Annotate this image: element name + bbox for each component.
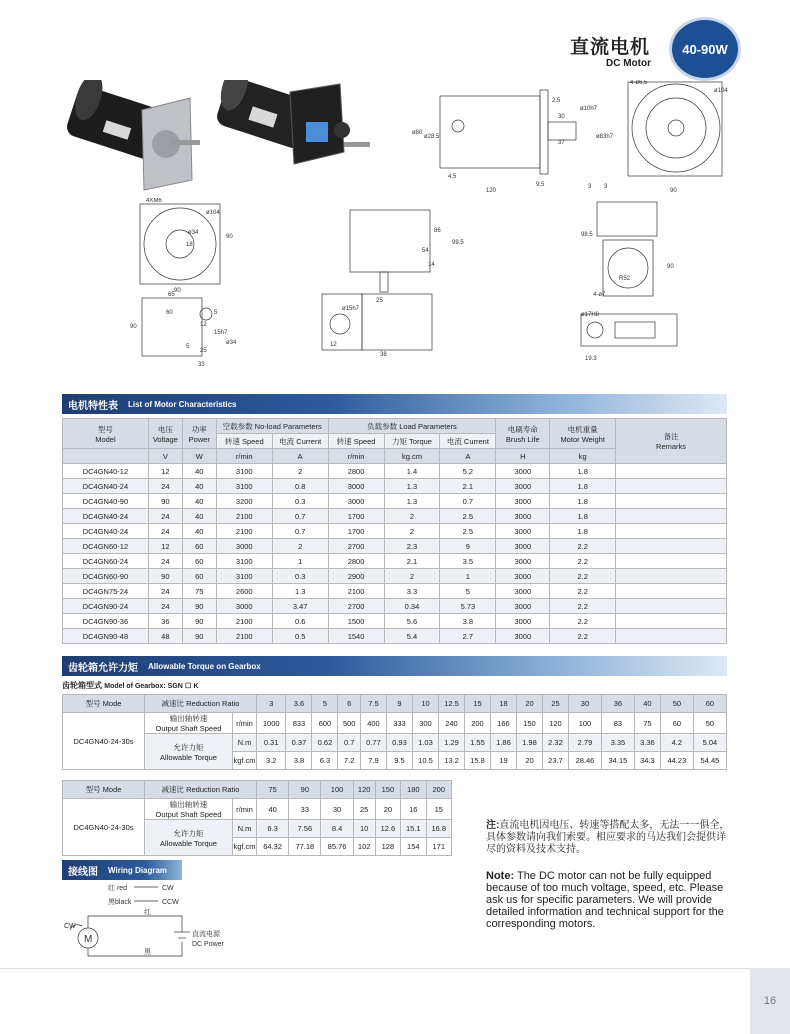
gear-cell: 60 (693, 695, 726, 713)
svg-text:ø10h7: ø10h7 (580, 106, 598, 112)
gear-cell: 40 (257, 799, 289, 820)
svg-text:红: 红 (144, 909, 151, 916)
svg-text:12: 12 (200, 322, 207, 328)
svg-text:CW: CW (162, 885, 174, 892)
gear-cell: 1.29 (438, 734, 464, 752)
gear-cell: 154 (401, 838, 426, 856)
note-cn: 注:直流电机因电压、转速等搭配太多，无法一一俱全，具体参数请向我们索要。相应要求的马达我们会提供详尽的资料及技术支持。 (486, 820, 730, 855)
svg-text:9.5: 9.5 (536, 182, 545, 188)
svg-text:CCW: CCW (162, 899, 179, 906)
svg-text:ø80: ø80 (412, 130, 423, 136)
gear-cell: 10 (353, 820, 375, 838)
gear-cell: 400 (360, 713, 386, 734)
table-row: DC4GN90-48 48 90 2100 0.5 1540 5.4 2.7 3000 2.2 (63, 629, 727, 644)
svg-text:25: 25 (376, 298, 383, 304)
gear-cell: 128 (375, 838, 400, 856)
gear-cell: 150 (516, 713, 542, 734)
table-row: DC4GN75-24 24 75 2600 1.3 2100 3.3 5 3000 2.2 (63, 584, 727, 599)
gear-cell: 30 (568, 695, 601, 713)
gear-cell: 5 (312, 695, 338, 713)
gear-cell: 3.2 (257, 752, 286, 770)
gear-cell: 15.1 (401, 820, 426, 838)
gear-cell: 3.35 (601, 734, 634, 752)
svg-text:90: 90 (670, 188, 677, 194)
svg-text:15h7: 15h7 (214, 330, 228, 336)
gear-cell: 3.6 (286, 695, 312, 713)
gear-cell: 0.31 (257, 734, 286, 752)
gear-cell: 120 (542, 713, 568, 734)
gear-cell: 36 (601, 695, 634, 713)
gear-cell: 500 (338, 713, 361, 734)
gear-cell: 166 (490, 713, 516, 734)
gear-cell: 600 (312, 713, 338, 734)
table-row: DC4GN60-12 12 60 3000 2 2700 2.3 9 3000 2.2 (63, 539, 727, 554)
gear-cell: 20 (516, 752, 542, 770)
gear-cell: 40 (634, 695, 660, 713)
gear-cell: 16.8 (426, 820, 451, 838)
svg-text:R52: R52 (619, 276, 631, 282)
gear-cell: 15.8 (464, 752, 490, 770)
svg-text:黑black: 黑black (108, 899, 132, 906)
gear-cell: 200 (464, 713, 490, 734)
gear-cell: 100 (568, 713, 601, 734)
gear-cell: 25 (353, 799, 375, 820)
motor-photo-1 (64, 80, 200, 190)
svg-text:ø104: ø104 (714, 88, 728, 94)
svg-text:5: 5 (186, 344, 190, 350)
gear-cell: 150 (375, 781, 400, 799)
gear-cell: 102 (353, 838, 375, 856)
svg-text:33: 33 (198, 362, 205, 368)
svg-text:90: 90 (174, 288, 181, 294)
gear-cell: 9 (386, 695, 412, 713)
svg-text:3: 3 (588, 184, 592, 190)
table-row: DC4GN40-24 24 40 2100 0.7 1700 2 2.5 3000 1.8 (63, 509, 727, 524)
table-row: DC4GN40-24 24 40 2100 0.7 1700 2 2.5 3000 1.8 (63, 524, 727, 539)
gear-cell: 19 (490, 752, 516, 770)
gear-cell: 9.5 (386, 752, 412, 770)
gear-cell: 2.79 (568, 734, 601, 752)
svg-text:60: 60 (166, 310, 173, 316)
svg-text:红 red: 红 red (108, 885, 128, 892)
svg-text:4.5: 4.5 (448, 174, 457, 180)
svg-text:18: 18 (186, 242, 193, 248)
gear-cell: 50 (693, 713, 726, 734)
svg-text:14: 14 (428, 262, 435, 268)
motor-photo-2 (214, 80, 370, 164)
gear-cell: 23.7 (542, 752, 568, 770)
svg-text:ø15h7: ø15h7 (342, 306, 360, 312)
gear-cell: 13.2 (438, 752, 464, 770)
svg-text:37: 37 (558, 140, 565, 146)
table-row: DC4GN40-90 90 40 3200 0.3 3000 1.3 0.7 3000 1.8 (63, 494, 727, 509)
gear-cell: 83 (601, 713, 634, 734)
gear-cell: 0.62 (312, 734, 338, 752)
svg-text:38: 38 (380, 352, 387, 358)
svg-text:98.5: 98.5 (581, 232, 593, 238)
wiring-diagram (62, 880, 262, 960)
svg-text:DC Power: DC Power (192, 941, 224, 948)
svg-text:90: 90 (130, 324, 137, 330)
gear-cell: 6 (338, 695, 361, 713)
svg-text:25: 25 (200, 348, 207, 354)
gear-cell: 28.46 (568, 752, 601, 770)
svg-text:12: 12 (330, 342, 337, 348)
table-row: DC4GN90-36 36 90 2100 0.6 1500 5.6 3.8 3000 2.2 (63, 614, 727, 629)
gear-cell: 34.15 (601, 752, 634, 770)
motor-characteristics-table: 型号 Model 电压 Voltage 功率 Power 空载参数 No-load Parameters 负载参数 Load Parameters 电刷寿命 Brush Life 电机重量 Motor Weight 备注 Remarks 转速 Speed 电流 Current 转速 Speed 力矩 Torque 电流 Current V W r/min A r/min kg.cm A H kg DC4GN40-12 12 40 3100 2 2800 1.4 5.2 3000 1.8 DC4GN40-24 24 40 3100 0.8 3000 1.3 2.1 3000 1.8 DC4GN40-90 90 40 3200 0.3 3000 1.3 0.7 3000 1.8 DC4GN40-24 24 40 2100 0.7 1700 2 2.5 3000 1.8 DC4GN40-24 24 40 2100 0.7 1700 2 2.5 3000 1.8 DC4GN60-12 12 60 3000 2 2700 2.3 9 3000 2.2 DC4GN60-24 24 60 3100 1 2800 2.1 3.5 3000 2.2 DC4GN60-90 90 60 3100 0.3 2900 2 1 3000 2.2 DC4GN75-24 24 75 2600 1.3 2100 3.3 5 3000 2.2 DC4GN90-24 24 90 3000 3.47 2700 0.34 5.73 3000 2.2 DC4GN90-36 36 90 2100 0.6 1500 5.6 3.8 3000 2.2 DC4GN90-48 48 90 2100 0.5 1540 5.4 2.7 3000 2.2 (62, 418, 727, 644)
gear-cell: 1.03 (412, 734, 438, 752)
gear-cell: 0.7 (338, 734, 361, 752)
page-title-en: DC Motor (606, 58, 651, 69)
svg-text:M: M (84, 934, 93, 945)
drawing-motor-side-front (400, 80, 740, 200)
gear-cell: 240 (438, 713, 464, 734)
svg-text:CW: CW (64, 923, 76, 930)
gear-cell: 180 (401, 781, 426, 799)
gear-cell: 20 (516, 695, 542, 713)
gear-cell: 333 (386, 713, 412, 734)
gear-cell: 1.55 (464, 734, 490, 752)
gear-cell: 7.56 (289, 820, 321, 838)
svg-text:19.3: 19.3 (585, 356, 597, 362)
gear-cell: 4.2 (660, 734, 693, 752)
svg-text:ø34: ø34 (226, 340, 237, 346)
gear-cell: 2.32 (542, 734, 568, 752)
svg-text:4XM6: 4XM6 (146, 198, 162, 204)
svg-text:ø34: ø34 (188, 230, 199, 236)
gear-cell: 1.98 (516, 734, 542, 752)
gear-cell: 0.77 (360, 734, 386, 752)
svg-text:99.5: 99.5 (452, 240, 464, 246)
gearbox-torque-table-2: 型号 Mode 减速比 Reduction Ratio 75 90 100 120 150 180 200 DC4GN40-24-30s 输出轴转速 Output Shaft Speed r/min 40 33 30 25 20 16 15 允许力矩 Allowable Torque N.m 6.3 7.56 8.4 10 12.6 15.1 16.8 kgf.cm 64.32 77.18 85.76 102 128 154 171 (62, 780, 452, 856)
gear-cell: 44.23 (660, 752, 693, 770)
gear-cell: 16 (401, 799, 426, 820)
gear-cell: 3 (257, 695, 286, 713)
gear-cell: 1.86 (490, 734, 516, 752)
gearbox-model-line: 齿轮箱型式 Model of Gearbox: SGN ☐ K (62, 681, 199, 690)
svg-text:90: 90 (667, 264, 674, 270)
gear-cell: 77.18 (289, 838, 321, 856)
svg-text:ø83h7: ø83h7 (596, 134, 614, 140)
gear-cell: 1000 (257, 713, 286, 734)
gear-cell: 15 (464, 695, 490, 713)
page-number: 16 (750, 968, 790, 1034)
gear-cell: 10 (412, 695, 438, 713)
svg-text:ø28.5: ø28.5 (424, 134, 440, 140)
gear-cell: 12.6 (375, 820, 400, 838)
table-row: DC4GN90-24 24 90 3000 3.47 2700 0.34 5.73 3000 2.2 (63, 599, 727, 614)
gear-cell: 25 (542, 695, 568, 713)
power-range-badge: 40-90W (672, 20, 738, 78)
page-title-cn: 直流电机 (570, 37, 651, 58)
gear-cell: 120 (353, 781, 375, 799)
units-row: V W r/min A r/min kg.cm A H kg (63, 449, 727, 464)
svg-text:2.5: 2.5 (552, 98, 561, 104)
gear-cell: 8.4 (321, 820, 353, 838)
gear-cell: 30 (321, 799, 353, 820)
gear-cell: 7.9 (360, 752, 386, 770)
svg-text:86: 86 (434, 228, 441, 234)
svg-text:ø17H8: ø17H8 (581, 312, 600, 318)
svg-text:直流电源: 直流电源 (192, 931, 220, 938)
svg-text:4-ø6.5: 4-ø6.5 (630, 80, 648, 86)
gear-cell: 60 (660, 713, 693, 734)
gear-cell: 34.3 (634, 752, 660, 770)
gearbox-torque-header: 齿轮箱允许力矩 Allowable Torque on Gearbox (62, 656, 727, 676)
svg-text:120: 120 (486, 188, 497, 194)
gear-cell: 64.32 (257, 838, 289, 856)
svg-text:90: 90 (226, 234, 233, 240)
motor-characteristics-header: 电机特性表 List of Motor Characteristics (62, 394, 727, 414)
svg-text:54: 54 (422, 248, 429, 254)
gear-cell: 7.5 (360, 695, 386, 713)
gear-cell: 833 (286, 713, 312, 734)
gear-cell: 75 (257, 781, 289, 799)
table-row: DC4GN60-24 24 60 3100 1 2800 2.1 3.5 3000 2.2 (63, 554, 727, 569)
gear-cell: 50 (660, 695, 693, 713)
drawing-gearbox (130, 198, 480, 368)
svg-text:黑: 黑 (144, 949, 151, 956)
gear-cell: 0.37 (286, 734, 312, 752)
gear-cell: 20 (375, 799, 400, 820)
svg-text:3: 3 (604, 184, 608, 190)
gear-cell: 33 (289, 799, 321, 820)
gear-cell: 171 (426, 838, 451, 856)
gear-cell: 300 (412, 713, 438, 734)
gear-cell: 0.93 (386, 734, 412, 752)
product-photos (60, 80, 380, 200)
wiring-diagram-header: 接线图 Wiring Diagram (62, 860, 182, 880)
svg-text:4-ø7: 4-ø7 (593, 292, 606, 298)
svg-text:65: 65 (168, 292, 175, 298)
table-row: DC4GN40-24 24 40 3100 0.8 3000 1.3 2.1 3000 1.8 (63, 479, 727, 494)
gear-cell: 100 (321, 781, 353, 799)
svg-text:5: 5 (214, 310, 218, 316)
gear-cell: 3.36 (634, 734, 660, 752)
gear-cell: 6.3 (312, 752, 338, 770)
svg-text:ø104: ø104 (206, 210, 220, 216)
gear-cell: 10.5 (412, 752, 438, 770)
note-en: Note: The DC motor can not be fully equipped because of too much voltage, speed, etc. Please ask us for specific parameters. We will provide detailed information and technical support for the corresponding motors. (486, 870, 724, 930)
gear-cell: 15 (426, 799, 451, 820)
gear-cell: 12.5 (438, 695, 464, 713)
gearbox-torque-table-1: 型号 Mode 减速比 Reduction Ratio 3 3.6 5 6 7.5 9 10 12.5 15 18 20 25 30 36 40 50 60 DC4GN40-24-30s 输出轴转速 Output Shaft Speed r/min 1000 833 600 500 400 333 300 240 200 166 150 120 100 83 75 60 50 允许力矩 Allowable Torque N.m 0.31 0.37 0.62 0.7 0.77 0.93 1.03 1.29 1.55 1.86 1.98 2.32 2.79 3.35 3.36 4.2 5.04 kgf.cm 3.2 3.8 6.3 7.2 7.9 9.5 10.5 13.2 15.8 19 20 23.7 28.46 34.15 34.3 44.23 54.45 (62, 694, 727, 770)
table-row: DC4GN40-12 12 40 3100 2 2800 1.4 5.2 3000 1.8 (63, 464, 727, 479)
gear-cell: 90 (289, 781, 321, 799)
gear-cell: 7.2 (338, 752, 361, 770)
gear-cell: 5.04 (693, 734, 726, 752)
drawing-gearbox-end (575, 198, 685, 368)
gear-cell: 54.45 (693, 752, 726, 770)
gear-cell: 6.3 (257, 820, 289, 838)
gear-cell: 75 (634, 713, 660, 734)
table-row: DC4GN60-90 90 60 3100 0.3 2900 2 1 3000 2.2 (63, 569, 727, 584)
gear-cell: 18 (490, 695, 516, 713)
gear-cell: 85.76 (321, 838, 353, 856)
gear-cell: 200 (426, 781, 451, 799)
svg-text:30: 30 (558, 114, 565, 120)
gear-cell: 3.8 (286, 752, 312, 770)
